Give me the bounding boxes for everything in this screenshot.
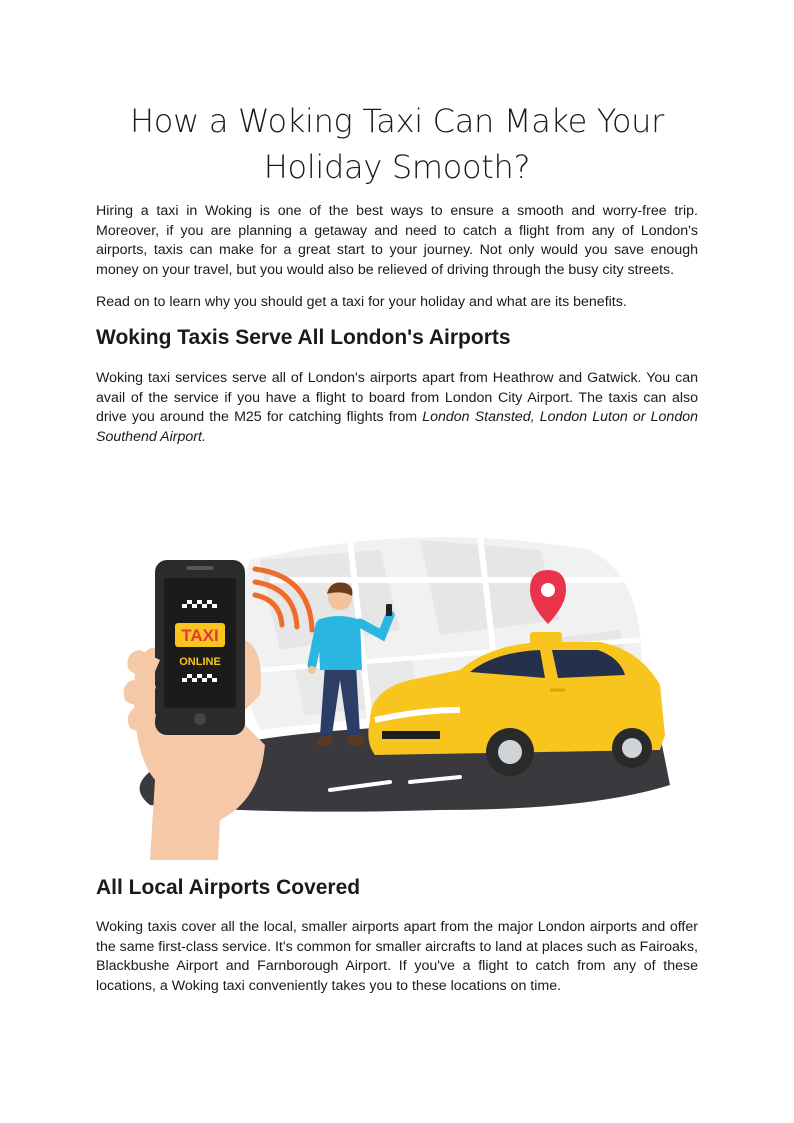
section-heading-local-airports: All Local Airports Covered — [96, 876, 361, 899]
title-line-2: Holiday Smooth? — [263, 148, 531, 186]
section-heading-airports: Woking Taxis Serve All London's Airports — [96, 326, 511, 349]
phone-taxi-label: TAXI — [181, 626, 219, 645]
intro-paragraph: Hiring a taxi in Woking is one of the best ways to ensure a smooth and worry-free trip. Moreover, if you are planning a getaway and need to catch a flight from any of London's airports, taxis can make for a great start to your journey. Not only would you save enough money on your travel, but you would also be relieved of driving through the busy city streets. — [96, 203, 698, 278]
phone-online-label: ONLINE — [179, 656, 221, 668]
taxi-illustration — [120, 520, 680, 865]
hand-holding-phone — [124, 560, 265, 860]
article-title — [96, 98, 698, 190]
section-paragraph-local-airports: Woking taxis cover all the local, smaller airports apart from the major London airports and offer the same first-class service. It's common for smaller aircrafts to land at places such as Fairoaks, Blackbushe Airport and Farnborough Airport. If you've a flight to catch from any of these locations, a Woking taxi conveniently takes you to these locations on time. — [96, 919, 698, 994]
read-on-paragraph: Read on to learn why you should get a taxi for your holiday and what are its benefits. — [96, 294, 627, 310]
section-paragraph-airports — [96, 369, 698, 447]
paragraph-italic-airports: London Stansted, London Luton or London Southend Airport. — [96, 409, 698, 445]
paragraph-text: Woking taxi services serve all of London's airports apart from Heathrow and Gatwick. You can avail of the service if you have a flight to board from London City Airport. The taxis can also drive you around the M25 for catching flights from — [96, 370, 698, 426]
title-line-1: How a Woking Taxi Can Make Your — [130, 102, 664, 140]
